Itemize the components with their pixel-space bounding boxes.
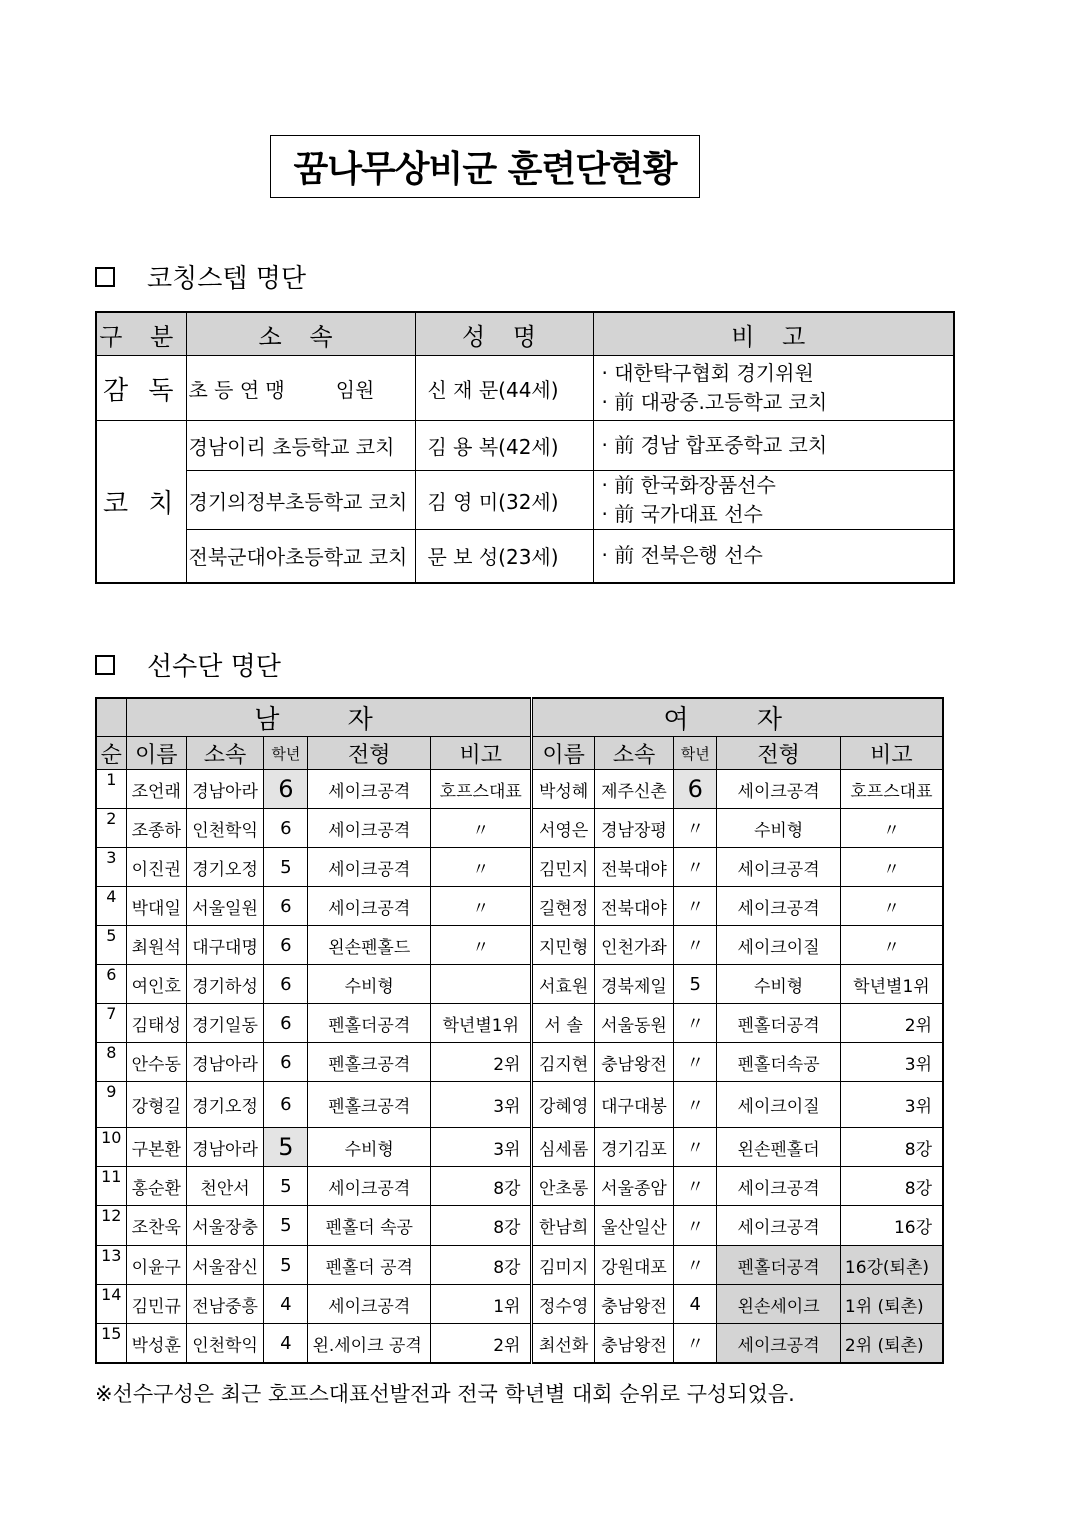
male-org: 경기오정 bbox=[186, 848, 263, 887]
male-note: 3위 bbox=[431, 1128, 532, 1167]
coach-row bbox=[96, 530, 954, 583]
coach-notes bbox=[593, 356, 954, 421]
female-style: 펜홀더속공 bbox=[717, 1043, 841, 1082]
player-no: 5 bbox=[96, 926, 126, 965]
player-no: 9 bbox=[96, 1082, 126, 1128]
male-style: 펜홀크공격 bbox=[308, 1043, 431, 1082]
coach-notes bbox=[593, 421, 954, 471]
male-grade: 5 bbox=[264, 1128, 308, 1167]
male-grade: 5 bbox=[264, 1206, 308, 1246]
female-note: 3위 bbox=[840, 1082, 943, 1128]
female-org: 경남장평 bbox=[594, 809, 673, 848]
col-header-male-note: 비고 bbox=[431, 737, 532, 770]
female-org: 충남왕전 bbox=[594, 1285, 673, 1324]
player-row bbox=[96, 926, 943, 965]
female-name: 최선화 bbox=[532, 1324, 594, 1364]
player-no: 7 bbox=[96, 1004, 126, 1043]
female-name: 박성혜 bbox=[532, 770, 594, 809]
col-header-male-grade: 학년 bbox=[264, 737, 308, 770]
coach-name: 신 재 문(44세) bbox=[415, 356, 593, 421]
male-style: 펜홀더 공격 bbox=[308, 1246, 431, 1285]
male-org: 천안서 bbox=[186, 1167, 263, 1206]
male-note: 호프스대표 bbox=[431, 770, 532, 809]
female-grade: 〃 bbox=[674, 1167, 717, 1206]
col-header-male-name: 이름 bbox=[126, 737, 186, 770]
section-players-label: 선수단 명단 bbox=[147, 652, 281, 682]
female-style: 펜홀더공격 bbox=[717, 1004, 841, 1043]
male-grade: 6 bbox=[264, 770, 308, 809]
col-header-female-note: 비고 bbox=[840, 737, 943, 770]
male-name: 박성훈 bbox=[126, 1324, 186, 1364]
male-org: 경남아라 bbox=[186, 1043, 263, 1082]
female-name: 서 솔 bbox=[532, 1004, 594, 1043]
female-grade: 4 bbox=[674, 1285, 717, 1324]
male-grade: 6 bbox=[264, 887, 308, 926]
female-grade: 5 bbox=[674, 965, 717, 1004]
coach-org: 초 등 연 맹 임원 bbox=[186, 356, 415, 421]
male-style: 왼손펜홀드 bbox=[308, 926, 431, 965]
male-note: 8강 bbox=[431, 1167, 532, 1206]
male-note: 학년별1위 bbox=[431, 1004, 532, 1043]
male-grade: 6 bbox=[264, 926, 308, 965]
coach-note: · 前 전북은행 선수 bbox=[601, 543, 763, 568]
male-org: 경남아라 bbox=[186, 1128, 263, 1167]
coach-row bbox=[96, 356, 954, 421]
coach-org: 전북군대아초등학교 코치 bbox=[186, 530, 415, 583]
player-row bbox=[96, 1324, 943, 1364]
male-note: 3위 bbox=[431, 1082, 532, 1128]
player-row bbox=[96, 848, 943, 887]
corner-cell bbox=[96, 698, 126, 737]
male-grade: 6 bbox=[264, 1004, 308, 1043]
female-group-header: 여 자 bbox=[532, 698, 943, 737]
checkbox-square-icon bbox=[95, 655, 115, 675]
male-note: 〃 bbox=[431, 887, 532, 926]
coach-header-row bbox=[96, 312, 954, 356]
male-org: 경기오정 bbox=[186, 1082, 263, 1128]
male-name: 김태성 bbox=[126, 1004, 186, 1043]
female-note: 〃 bbox=[840, 926, 943, 965]
male-name: 안수동 bbox=[126, 1043, 186, 1082]
player-row bbox=[96, 1128, 943, 1167]
female-name: 길현정 bbox=[532, 887, 594, 926]
male-grade: 4 bbox=[264, 1285, 308, 1324]
male-org: 서울잠신 bbox=[186, 1246, 263, 1285]
female-grade: 〃 bbox=[674, 1004, 717, 1043]
female-note: 16강 bbox=[840, 1206, 943, 1246]
male-note: 〃 bbox=[431, 848, 532, 887]
male-style: 펜홀더 속공 bbox=[308, 1206, 431, 1246]
male-grade: 6 bbox=[264, 1082, 308, 1128]
female-style: 세이크공격 bbox=[717, 848, 841, 887]
female-org: 전북대야 bbox=[594, 887, 673, 926]
player-row bbox=[96, 887, 943, 926]
female-style: 세이크공격 bbox=[717, 887, 841, 926]
male-note: 2위 bbox=[431, 1043, 532, 1082]
female-style: 수비형 bbox=[717, 809, 841, 848]
checkbox-square-icon bbox=[95, 267, 115, 287]
female-grade: 〃 bbox=[674, 1206, 717, 1246]
male-style: 수비형 bbox=[308, 965, 431, 1004]
male-org: 인천학익 bbox=[186, 809, 263, 848]
players-group-header-row bbox=[96, 698, 943, 737]
female-note: 1위 (퇴촌) bbox=[840, 1285, 943, 1324]
players-table bbox=[95, 697, 944, 1364]
female-org: 강원대포 bbox=[594, 1246, 673, 1285]
male-grade: 6 bbox=[264, 809, 308, 848]
col-header-female-org: 소속 bbox=[594, 737, 673, 770]
player-no: 4 bbox=[96, 887, 126, 926]
player-row bbox=[96, 1004, 943, 1043]
player-no: 11 bbox=[96, 1167, 126, 1206]
female-org: 대구대봉 bbox=[594, 1082, 673, 1128]
female-grade: 〃 bbox=[674, 1128, 717, 1167]
player-row bbox=[96, 1246, 943, 1285]
female-name: 서영은 bbox=[532, 809, 594, 848]
coach-role: 감 독 bbox=[96, 356, 186, 421]
male-org: 인천학익 bbox=[186, 1324, 263, 1364]
female-grade: 〃 bbox=[674, 1246, 717, 1285]
player-no: 12 bbox=[96, 1206, 126, 1246]
coach-note: · 前 국가대표 선수 bbox=[601, 502, 763, 526]
female-note: 3위 bbox=[840, 1043, 943, 1082]
player-row bbox=[96, 965, 943, 1004]
coach-header-org: 소 속 bbox=[186, 312, 415, 356]
female-style: 세이크공격 bbox=[717, 1167, 841, 1206]
female-org: 충남왕전 bbox=[594, 1324, 673, 1364]
male-org: 전남중흥 bbox=[186, 1285, 263, 1324]
section-players-heading bbox=[95, 646, 281, 683]
male-name: 이윤구 bbox=[126, 1246, 186, 1285]
male-org: 서울장충 bbox=[186, 1206, 263, 1246]
male-org: 서울일원 bbox=[186, 887, 263, 926]
female-name: 김지현 bbox=[532, 1043, 594, 1082]
male-style: 펜홀크공격 bbox=[308, 1082, 431, 1128]
female-note: 2위 bbox=[840, 1004, 943, 1043]
male-name: 김민규 bbox=[126, 1285, 186, 1324]
male-note: 2위 bbox=[431, 1324, 532, 1364]
female-grade: 〃 bbox=[674, 1324, 717, 1364]
female-style: 세이크이질 bbox=[717, 1082, 841, 1128]
player-no: 2 bbox=[96, 809, 126, 848]
female-grade: 〃 bbox=[674, 926, 717, 965]
female-style: 세이크공격 bbox=[717, 770, 841, 809]
male-note: 8강 bbox=[431, 1206, 532, 1246]
section-coach-label: 코칭스텝 명단 bbox=[147, 264, 306, 294]
female-style: 세이크공격 bbox=[717, 1324, 841, 1364]
female-note: 학년별1위 bbox=[840, 965, 943, 1004]
coach-note: · 前 경남 합포중학교 코치 bbox=[601, 433, 828, 457]
player-row bbox=[96, 1206, 943, 1246]
player-no: 8 bbox=[96, 1043, 126, 1082]
male-name: 조찬욱 bbox=[126, 1206, 186, 1246]
female-name: 김미지 bbox=[532, 1246, 594, 1285]
male-grade: 4 bbox=[264, 1324, 308, 1364]
coach-notes bbox=[593, 471, 954, 530]
male-org: 경남아라 bbox=[186, 770, 263, 809]
coach-note: · 대한탁구협회 경기위원 bbox=[601, 361, 814, 385]
female-note: 〃 bbox=[840, 848, 943, 887]
player-no: 6 bbox=[96, 965, 126, 1004]
male-style: 펜홀더공격 bbox=[308, 1004, 431, 1043]
male-group-header: 남 자 bbox=[126, 698, 532, 737]
female-grade: 〃 bbox=[674, 887, 717, 926]
player-row bbox=[96, 809, 943, 848]
male-style: 세이크공격 bbox=[308, 1285, 431, 1324]
male-name: 최원석 bbox=[126, 926, 186, 965]
male-name: 이진권 bbox=[126, 848, 186, 887]
female-style: 수비형 bbox=[717, 965, 841, 1004]
female-style: 펜홀더공격 bbox=[717, 1246, 841, 1285]
player-no: 13 bbox=[96, 1246, 126, 1285]
coach-name: 김 용 복(42세) bbox=[415, 421, 593, 471]
male-name: 구본환 bbox=[126, 1128, 186, 1167]
male-note bbox=[431, 965, 532, 1004]
male-style: 세이크공격 bbox=[308, 848, 431, 887]
female-org: 경기김포 bbox=[594, 1128, 673, 1167]
section-coach-heading bbox=[95, 258, 306, 295]
player-row bbox=[96, 1285, 943, 1324]
female-grade: 〃 bbox=[674, 848, 717, 887]
female-name: 서효원 bbox=[532, 965, 594, 1004]
coach-row bbox=[96, 471, 954, 530]
player-no: 1 bbox=[96, 770, 126, 809]
female-note: 16강(퇴촌) bbox=[840, 1246, 943, 1285]
male-org: 대구대명 bbox=[186, 926, 263, 965]
male-name: 박대일 bbox=[126, 887, 186, 926]
coach-name: 김 영 미(32세) bbox=[415, 471, 593, 530]
coach-note: · 前 한국화장품선수 bbox=[601, 473, 776, 497]
male-style: 세이크공격 bbox=[308, 1167, 431, 1206]
male-grade: 5 bbox=[264, 1167, 308, 1206]
female-org: 서울동원 bbox=[594, 1004, 673, 1043]
female-name: 한남희 bbox=[532, 1206, 594, 1246]
female-org: 경북제일 bbox=[594, 965, 673, 1004]
male-note: 8강 bbox=[431, 1246, 532, 1285]
female-org: 서울종암 bbox=[594, 1167, 673, 1206]
female-org: 충남왕전 bbox=[594, 1043, 673, 1082]
player-no: 15 bbox=[96, 1324, 126, 1364]
female-org: 인천가좌 bbox=[594, 926, 673, 965]
female-note: 2위 (퇴촌) bbox=[840, 1324, 943, 1364]
male-note: 〃 bbox=[431, 809, 532, 848]
col-header-female-name: 이름 bbox=[532, 737, 594, 770]
female-note: 8강 bbox=[840, 1128, 943, 1167]
female-org: 전북대야 bbox=[594, 848, 673, 887]
coach-role: 코 치 bbox=[96, 421, 186, 583]
page-title: 꿈나무상비군 훈련단현황 bbox=[270, 135, 700, 198]
footnote: ※선수구성은 최근 호프스대표선발전과 전국 학년별 대회 순위로 구성되었음. bbox=[95, 1382, 795, 1406]
male-name: 여인호 bbox=[126, 965, 186, 1004]
male-name: 홍순환 bbox=[126, 1167, 186, 1206]
col-header-male-style: 전형 bbox=[308, 737, 431, 770]
male-org: 경기일동 bbox=[186, 1004, 263, 1043]
female-style: 세이크공격 bbox=[717, 1206, 841, 1246]
male-style: 세이크공격 bbox=[308, 770, 431, 809]
male-style: 세이크공격 bbox=[308, 809, 431, 848]
player-no: 14 bbox=[96, 1285, 126, 1324]
col-header-no: 순 bbox=[96, 737, 126, 770]
male-grade: 6 bbox=[264, 965, 308, 1004]
coach-header-role: 구 분 bbox=[96, 312, 186, 356]
coach-header-note: 비 고 bbox=[593, 312, 954, 356]
female-org: 울산일산 bbox=[594, 1206, 673, 1246]
male-style: 왼.세이크 공격 bbox=[308, 1324, 431, 1364]
female-style: 왼손펜홀더 bbox=[717, 1128, 841, 1167]
female-style: 왼손세이크 bbox=[717, 1285, 841, 1324]
female-grade: 6 bbox=[674, 770, 717, 809]
male-style: 세이크공격 bbox=[308, 887, 431, 926]
male-name: 조언래 bbox=[126, 770, 186, 809]
female-name: 정수영 bbox=[532, 1285, 594, 1324]
male-grade: 6 bbox=[264, 1043, 308, 1082]
female-name: 안초롱 bbox=[532, 1167, 594, 1206]
coach-notes bbox=[593, 530, 954, 583]
coach-table bbox=[95, 311, 955, 584]
male-note: 1위 bbox=[431, 1285, 532, 1324]
player-row bbox=[96, 1043, 943, 1082]
coach-row bbox=[96, 421, 954, 471]
female-org: 제주신촌 bbox=[594, 770, 673, 809]
col-header-female-grade: 학년 bbox=[674, 737, 717, 770]
player-no: 10 bbox=[96, 1128, 126, 1167]
female-name: 김민지 bbox=[532, 848, 594, 887]
female-grade: 〃 bbox=[674, 809, 717, 848]
player-row bbox=[96, 1082, 943, 1128]
players-column-header-row bbox=[96, 737, 943, 770]
female-name: 심세롬 bbox=[532, 1128, 594, 1167]
coach-note: · 前 대광중.고등학교 코치 bbox=[601, 390, 828, 414]
female-grade: 〃 bbox=[674, 1043, 717, 1082]
female-grade: 〃 bbox=[674, 1082, 717, 1128]
male-style: 수비형 bbox=[308, 1128, 431, 1167]
coach-org: 경기의정부초등학교 코치 bbox=[186, 471, 415, 530]
player-row bbox=[96, 1167, 943, 1206]
male-grade: 5 bbox=[264, 848, 308, 887]
coach-name: 문 보 성(23세) bbox=[415, 530, 593, 583]
female-name: 지민형 bbox=[532, 926, 594, 965]
player-row bbox=[96, 770, 943, 809]
coach-org: 경남이리 초등학교 코치 bbox=[186, 421, 415, 471]
male-note: 〃 bbox=[431, 926, 532, 965]
female-name: 강혜영 bbox=[532, 1082, 594, 1128]
col-header-male-org: 소속 bbox=[186, 737, 263, 770]
female-style: 세이크이질 bbox=[717, 926, 841, 965]
female-note: 8강 bbox=[840, 1167, 943, 1206]
coach-header-name: 성 명 bbox=[415, 312, 593, 356]
male-name: 조종하 bbox=[126, 809, 186, 848]
male-org: 경기하성 bbox=[186, 965, 263, 1004]
col-header-female-style: 전형 bbox=[717, 737, 841, 770]
female-note: 호프스대표 bbox=[840, 770, 943, 809]
female-note: 〃 bbox=[840, 809, 943, 848]
male-grade: 5 bbox=[264, 1246, 308, 1285]
male-name: 강형길 bbox=[126, 1082, 186, 1128]
female-note: 〃 bbox=[840, 887, 943, 926]
player-no: 3 bbox=[96, 848, 126, 887]
